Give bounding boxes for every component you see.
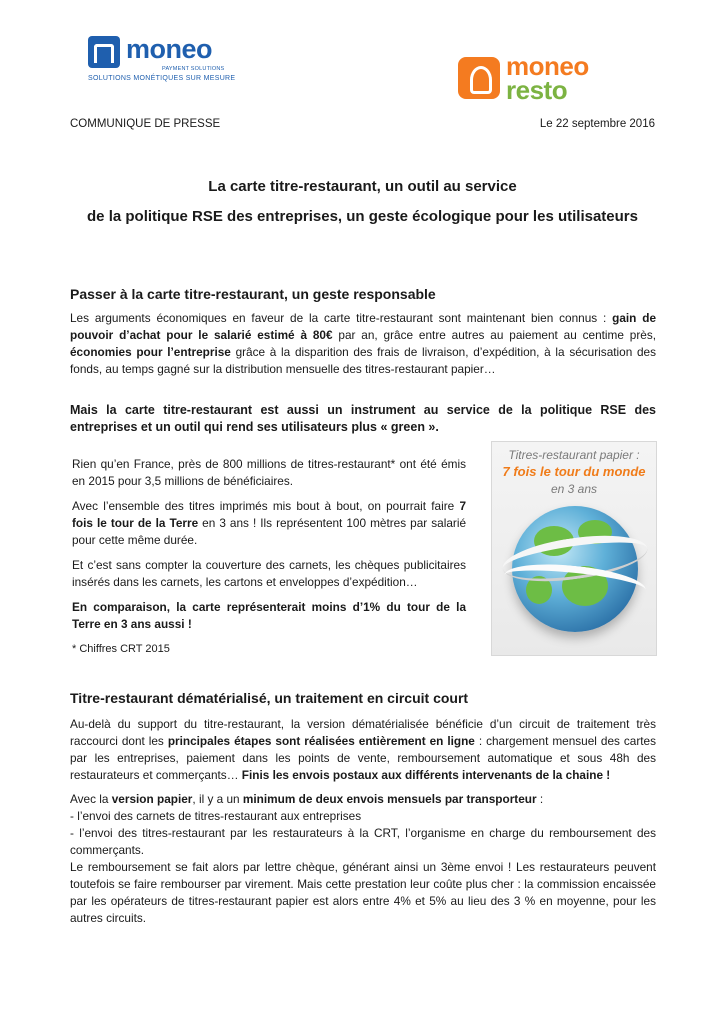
moneo-logo-word: moneo (126, 34, 213, 64)
resto-logo-word2: resto (506, 75, 568, 105)
section1-paragraph: Les arguments économiques en faveur de la carte titre-restaurant sont maintenant bien connus : gain de pouvoir d’achat pour le salarié estimé à 80€ par an, grâce entre autres au paiement au centime près, économies pour l’entreprise grâce à la disparition des frais de livraison, d’expédition, à la sécurisation des fonds, au temps gagné sur la distribution mensuelle des titres-restaurant papier… (70, 311, 656, 376)
illustration-caption-2: 7 fois le tour du monde (502, 464, 646, 479)
section1-intro-bold: Mais la carte titre-restaurant est aussi un instrument au service de la politique RSE des entreprises et un outil qui rend ses utilisateurs plus « green ». (70, 403, 656, 434)
stats-footnote: * Chiffres CRT 2015 (72, 643, 170, 655)
moneo-logo-icon (88, 36, 120, 68)
paper-version-intro: Avec la version papier, il y a un minimum de deux envois mensuels par transporteur : (70, 792, 544, 806)
list-item: - l’envoi des titres-restaurant par les restaurateurs à la CRT, l’organisme en charge du remboursement des commerçants. (70, 826, 656, 857)
press-date: Le 22 septembre 2016 (539, 118, 655, 130)
section2-heading: Titre-restaurant dématérialisé, un traitement en circuit court (70, 690, 469, 706)
moneo-logo-sub: PAYMENT SOLUTIONS (162, 66, 225, 72)
moneo-logo (88, 34, 238, 90)
stats-paragraph-3: Et c’est sans compter la couverture des carnets, les chèques publicitaires insérés dans les carnets, les cartons et enveloppes d’expédition… (72, 558, 466, 589)
reimbursement-paragraph: Le remboursement se fait alors par lettre chèque, générant ainsi un 3ème envoi ! Les restaurateurs peuvent toutefois se faire rembourser par virement. Mais cette prestation leur coûte plus cher : la commission encaissée par les opérateurs de titres-restaurant papier est alors entre 4% et 5% au lieu des 3 % en moyenne, pour les autres circuits. (70, 860, 656, 925)
moneo-logo-tagline: SOLUTIONS MONÉTIQUES SUR MESURE (88, 75, 236, 82)
section2-paragraph-1: Au-delà du support du titre-restaurant, la version dématérialisée bénéficie d’un circuit de traitement très raccourci dont les principales étapes sont réalisées entièrement en ligne : chargement mensuel des cartes par les entreprises, paiement dans les points de vente, remboursement automatique et sous 48h des restaurateurs et commerçants… Finis les envois postaux aux différents intervenants de la chaine ! (70, 717, 657, 782)
list-item: - l’envoi des carnets de titres-restaurant aux entreprises (70, 809, 362, 823)
title-line-2: de la politique RSE des entreprises, un geste écologique pour les utilisateurs (87, 208, 638, 225)
resto-logo-word1: moneo (506, 51, 589, 81)
stats-paragraph-1: Rien qu’en France, près de 800 millions de titres-restaurant* ont été émis en 2015 pour 3,5 millions de bénéficiaires. (72, 457, 466, 488)
stats-column (72, 456, 466, 666)
section2-paragraph-2 (70, 791, 656, 927)
illustration-caption-1: Titres-restaurant papier : (508, 448, 640, 462)
globe-illustration (491, 441, 657, 656)
resto-logo-icon (458, 57, 500, 99)
press-label: COMMUNIQUE DE PRESSE (70, 118, 221, 130)
moneo-resto-logo (458, 51, 628, 105)
section1-heading: Passer à la carte titre-restaurant, un geste responsable (70, 286, 436, 302)
title-line-1: La carte titre-restaurant, un outil au service (208, 178, 517, 195)
stats-paragraph-4: En comparaison, la carte représenterait moins d’1% du tour de la Terre en 3 ans aussi ! (72, 600, 466, 631)
illustration-caption-3: en 3 ans (550, 482, 598, 496)
stats-paragraph-2: Avec l’ensemble des titres imprimés mis bout à bout, on pourrait faire 7 fois le tour de la Terre en 3 ans ! Ils représentent 100 mètres par salarié pour cette même durée. (72, 499, 466, 547)
